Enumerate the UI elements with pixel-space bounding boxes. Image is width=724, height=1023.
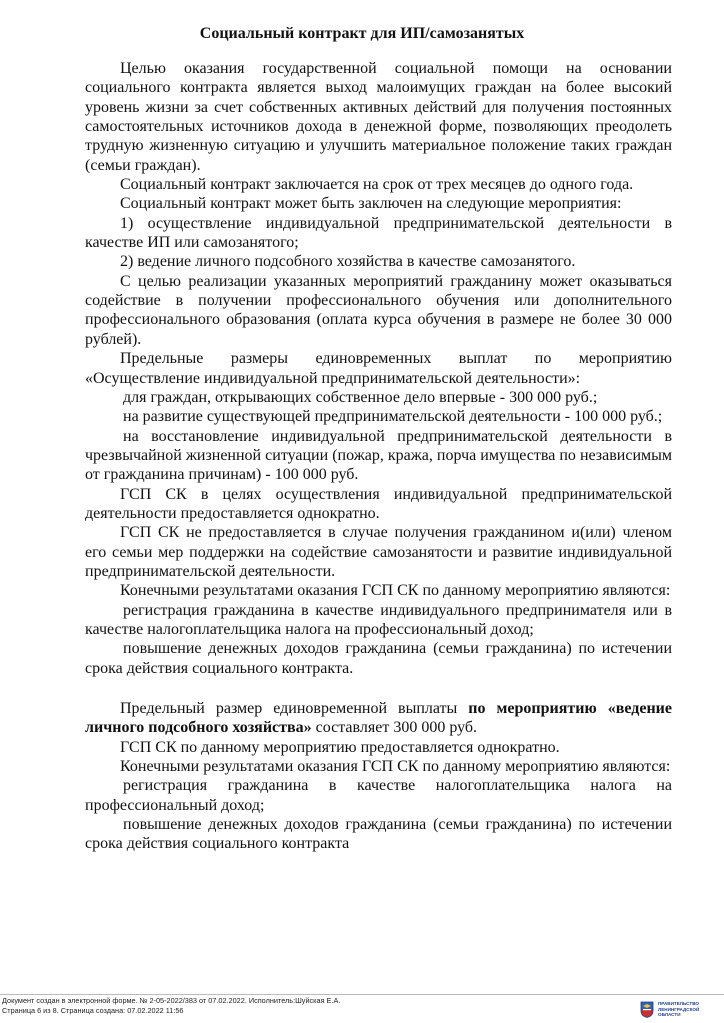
government-logo bbox=[640, 1000, 720, 1020]
list-item-development: на развитие существующей предпринимательской деятельности - 100 000 руб.; bbox=[123, 408, 663, 426]
footer-document-info: Документ создан в электронной форме. № 2-05-2022/383 от 07.02.2022. Исполнитель:Шуйская Е.А. bbox=[2, 996, 341, 1005]
paragraph-household-limit bbox=[85, 699, 672, 738]
paragraph-term: Социальный контракт заключается на срок от трех месяцев до одного года. bbox=[120, 176, 634, 194]
document-body bbox=[85, 59, 672, 854]
list-item-household-registration: регистрация гражданина в качестве налогоплательщика налога на профессиональный доход; bbox=[85, 777, 672, 814]
list-item-new-business: для граждан, открывающих собственное дело впервые - 300 000 руб.; bbox=[123, 388, 598, 406]
document-title: Социальный контракт для ИП/самозанятых bbox=[199, 25, 525, 42]
footer-divider bbox=[0, 994, 724, 995]
logo-line-1: ПРАВИТЕЛЬСТВО bbox=[658, 1001, 699, 1006]
paragraph-household-once: ГСП СК по данному мероприятию предоставляется однократно. bbox=[120, 738, 560, 756]
household-limit-bold: по мероприятию «ведение личного подсобного хозяйства» bbox=[85, 700, 672, 737]
paragraph-payment-limits: Предельные размеры единовременных выплат по мероприятию «Осуществление индивидуальной предпринимательской деятельности»: bbox=[85, 350, 672, 387]
household-limit-pre: Предельный размер единовременной выплаты bbox=[120, 700, 469, 717]
list-item-household-income: повышение денежных доходов гражданина (семьи гражданина) по истечении срока действия социального контракта bbox=[85, 816, 672, 853]
logo-caption bbox=[658, 1001, 720, 1018]
paragraph-not-provided: ГСП СК не предоставляется в случае получения гражданином и(или) членом его семьи мер поддержки на содействие самозанятости и развитие индивидуальной предпринимательской деятельности. bbox=[85, 524, 672, 580]
list-item-activity-2: 2) ведение личного подсобного хозяйства в качестве самозанятого. bbox=[120, 253, 576, 271]
paragraph-results-intro: Конечными результатами оказания ГСП СК по данному мероприятию являются: bbox=[120, 582, 671, 600]
document-footer bbox=[2, 996, 562, 1016]
paragraph-activities-intro: Социальный контракт может быть заключен на следующие мероприятия: bbox=[120, 195, 622, 213]
logo-line-2: ЛЕНИНГРАДСКОЙ bbox=[658, 1006, 700, 1012]
list-item-activity-1: 1) осуществление индивидуальной предпринимательской деятельности в качестве ИП или самозанятого; bbox=[85, 214, 672, 252]
coat-of-arms-icon bbox=[640, 1001, 654, 1018]
paragraph-household-results-intro: Конечными результатами оказания ГСП СК по данному мероприятию являются: bbox=[120, 758, 671, 776]
paragraph-once: ГСП СК в целях осуществления индивидуальной предпринимательской деятельности предоставляется однократно. bbox=[85, 485, 672, 522]
paragraph-goal: Целью оказания государственной социальной помощи на основании социального контракта является выход малоимущих граждан на более высокий уровень жизни за счет собственных активных действий для получения постоянных самостоятельных источников дохода в денежной форме, позволяющих преодолеть трудную жизненную ситуацию и улучшить материальное положение таких граждан (семьи граждан). bbox=[85, 60, 672, 174]
household-limit-post: составляет 300 000 руб. bbox=[311, 719, 478, 737]
footer-page-info: Страница 6 из 8. Страница создана: 07.02.2022 11:56 bbox=[2, 1006, 184, 1015]
logo-line-3: ОБЛАСТИ bbox=[658, 1012, 681, 1018]
list-item-restoration: на восстановление индивидуальной предпринимательской деятельности в чрезвычайной жизненной ситуации (пожар, кража, порча имущества по независимым от гражданина причинам) - 100 000 руб. bbox=[85, 427, 672, 484]
list-item-income-increase: повышение денежных доходов гражданина (семьи гражданина) по истечении срока действия социального контракта. bbox=[85, 640, 672, 677]
paragraph-training: С целью реализации указанных мероприятий гражданину может оказываться содействие в получении профессионального обучения или дополнительного профессионального образования (оплата курса обучения в размере не более 30 000 рублей). bbox=[85, 272, 672, 348]
list-item-registration: регистрация гражданина в качестве индивидуального предпринимателя или в качестве налогоплательщика налога на профессиональный доход; bbox=[85, 601, 672, 638]
